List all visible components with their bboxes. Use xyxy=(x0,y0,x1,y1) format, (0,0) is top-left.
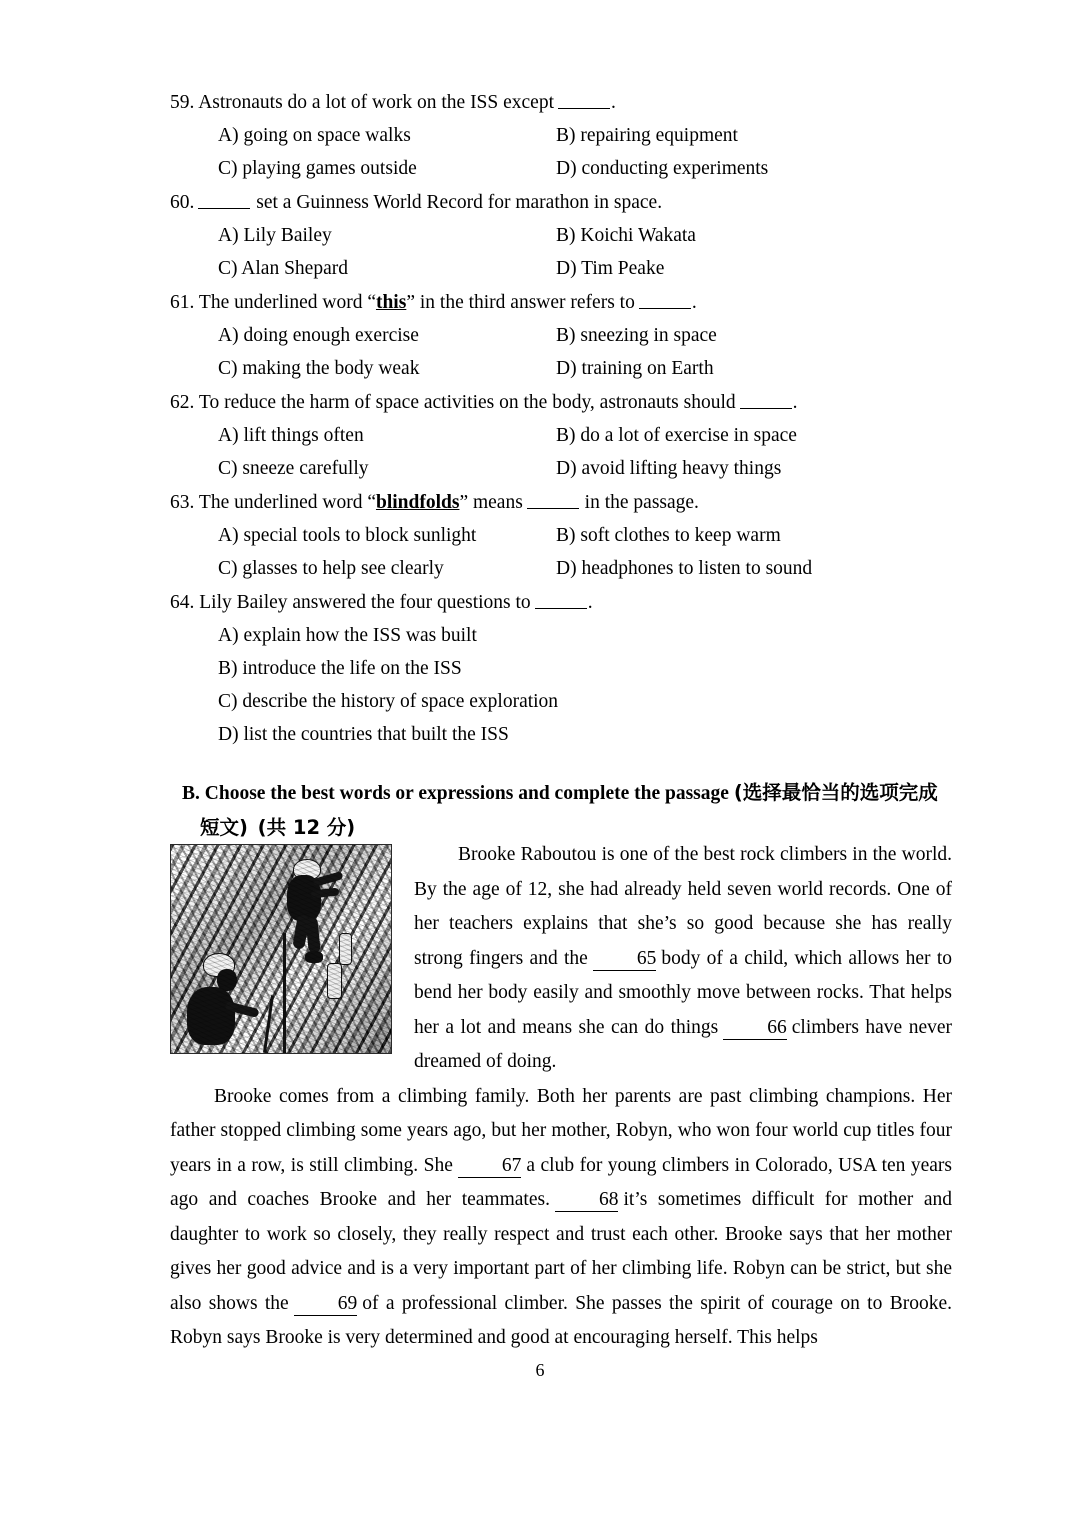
section-b-heading xyxy=(182,776,952,846)
question-61-stem-text: The underlined word “this” in the third answer refers to xyxy=(198,292,635,313)
question-60 xyxy=(170,186,960,285)
emphasis-word: this xyxy=(375,292,407,313)
question-64-stem-text: Lily Bailey answered the four questions to xyxy=(199,592,531,613)
question-61-options xyxy=(170,319,960,385)
option-c[interactable]: C) playing games outside xyxy=(218,158,417,179)
question-62-number: 62. xyxy=(170,392,195,413)
option-b[interactable]: B) repairing equipment xyxy=(556,125,738,146)
cloze-blank-65[interactable]: 65 xyxy=(593,948,657,971)
question-64-number: 64. xyxy=(170,592,195,613)
question-59-stem-tail: . xyxy=(611,92,616,113)
answer-blank[interactable] xyxy=(527,493,579,509)
option-d[interactable]: D) avoid lifting heavy things xyxy=(556,458,782,479)
answer-blank[interactable] xyxy=(639,293,691,309)
cloze-blank-69[interactable]: 69 xyxy=(294,1293,358,1316)
question-62-options xyxy=(170,419,960,485)
question-64-stem-tail: . xyxy=(587,592,593,613)
option-d[interactable]: D) Tim Peake xyxy=(556,258,665,279)
paragraph-2-part-1: Brooke comes from a climbing family. Both her parents are past climbing champions. Her father stopped climbing some years ago, but her mother, Robyn, who won four world cup titles four years in a row, is still climbing. She xyxy=(170,1085,952,1176)
option-c[interactable]: C) describe the history of space exploration xyxy=(218,691,559,712)
option-b[interactable]: B) sneezing in space xyxy=(556,325,717,346)
question-62-stem-tail: . xyxy=(792,392,798,413)
question-61 xyxy=(170,286,960,385)
question-63-stem-tail: in the passage. xyxy=(584,492,699,513)
option-c[interactable]: C) making the body weak xyxy=(218,358,420,379)
answer-blank[interactable] xyxy=(558,93,610,109)
option-c[interactable]: C) Alan Shepard xyxy=(218,258,348,279)
option-b[interactable]: B) introduce the life on the ISS xyxy=(218,658,462,679)
section-b-title: Choose the best words or expressions and complete the passage xyxy=(204,783,729,804)
question-63-options xyxy=(170,519,960,585)
option-b[interactable]: B) soft clothes to keep warm xyxy=(556,525,781,546)
emphasis-word: blindfolds xyxy=(375,492,460,513)
question-64 xyxy=(170,586,960,751)
question-59-stem xyxy=(170,86,960,119)
paragraph-1-part-1: Brooke Raboutou is one of the best rock climbers in the world. By the age of 12, she had already held seven world records. One of her teachers explains that she’s so good because she has really strong fingers and the xyxy=(414,844,952,969)
option-c[interactable]: C) glasses to help see clearly xyxy=(218,558,444,579)
paragraph-1-part-3: climbers have never dreamed of doing. xyxy=(414,1016,953,1072)
question-list xyxy=(170,86,960,752)
question-61-stem xyxy=(170,286,960,319)
question-60-number: 60. xyxy=(170,192,195,213)
option-a[interactable]: A) special tools to block sunlight xyxy=(218,525,477,546)
passage-paragraph-2 xyxy=(170,1080,952,1356)
paragraph-2-part-4: of a professional climber. She passes the spirit of courage on to Brooke. Robyn says Brooke is very determined and good at encouraging herself. This helps xyxy=(170,1292,952,1348)
question-62-stem xyxy=(170,386,960,419)
option-b[interactable]: B) Koichi Wakata xyxy=(556,225,696,246)
photo-grain xyxy=(171,845,391,1053)
paragraph-2-part-2: a club for young climbers in Colorado, USA ten years ago and coaches Brooke and her teammates. xyxy=(170,1154,952,1210)
question-61-number: 61. xyxy=(170,292,195,313)
option-a[interactable]: A) going on space walks xyxy=(218,125,411,146)
question-63-number: 63. xyxy=(170,492,195,513)
question-59 xyxy=(170,86,960,185)
question-63 xyxy=(170,486,960,585)
question-60-stem xyxy=(170,186,960,219)
question-59-options xyxy=(170,119,960,185)
question-62 xyxy=(170,386,960,485)
climbers-photo xyxy=(170,844,392,1054)
question-64-stem xyxy=(170,586,960,619)
option-b[interactable]: B) do a lot of exercise in space xyxy=(556,425,797,446)
option-a[interactable]: A) lift things often xyxy=(218,425,364,446)
option-d[interactable]: D) training on Earth xyxy=(556,358,714,379)
section-b-letter: B. xyxy=(182,783,200,804)
option-c[interactable]: C) sneeze carefully xyxy=(218,458,369,479)
answer-blank[interactable] xyxy=(535,593,587,609)
question-59-number: 59. xyxy=(170,92,195,113)
paragraph-2-part-3: it’s sometimes difficult for mother and daughter to work so closely, they really respect and trust each other. Brooke says that her mother gives her good advice and is a very important part of her climbing life. Robyn can be strict, but she also shows the xyxy=(170,1189,952,1314)
section-b-points: (共 12 分) xyxy=(257,816,356,839)
page-number: 6 xyxy=(535,1360,545,1380)
option-a[interactable]: A) doing enough exercise xyxy=(218,325,419,346)
question-61-stem-tail: . xyxy=(691,292,697,313)
paragraph-1-part-2: body of a child, which allows her to bend her body easily and smoothly move between rocks. That helps her a lot and means she can do things xyxy=(414,947,952,1038)
question-62-stem-text: To reduce the harm of space activities on the body, astronauts should xyxy=(198,392,736,413)
option-a[interactable]: A) explain how the ISS was built xyxy=(218,625,477,646)
option-d[interactable]: D) headphones to listen to sound xyxy=(556,558,813,579)
question-60-options xyxy=(170,219,960,285)
section-b-title-cn-line2: 短文) xyxy=(200,816,248,839)
cloze-blank-66[interactable]: 66 xyxy=(723,1017,787,1040)
section-b-title-cn-line1: (选择最恰当的选项完成 xyxy=(733,781,938,804)
cloze-blank-68[interactable]: 68 xyxy=(555,1189,619,1212)
option-a[interactable]: A) Lily Bailey xyxy=(218,225,332,246)
answer-blank[interactable] xyxy=(198,193,250,209)
question-60-stem-tail: set a Guinness World Record for marathon in space. xyxy=(256,192,663,213)
option-d[interactable]: D) list the countries that built the ISS xyxy=(218,724,509,745)
question-59-stem-text: Astronauts do a lot of work on the ISS except xyxy=(198,92,555,113)
question-63-stem-text: The underlined word “blindfolds” means xyxy=(198,492,523,513)
question-63-stem xyxy=(170,486,960,519)
question-64-options xyxy=(170,619,960,751)
answer-blank[interactable] xyxy=(740,393,792,409)
passage-body xyxy=(170,838,952,1356)
cloze-blank-67[interactable]: 67 xyxy=(458,1155,522,1178)
option-d[interactable]: D) conducting experiments xyxy=(556,158,769,179)
